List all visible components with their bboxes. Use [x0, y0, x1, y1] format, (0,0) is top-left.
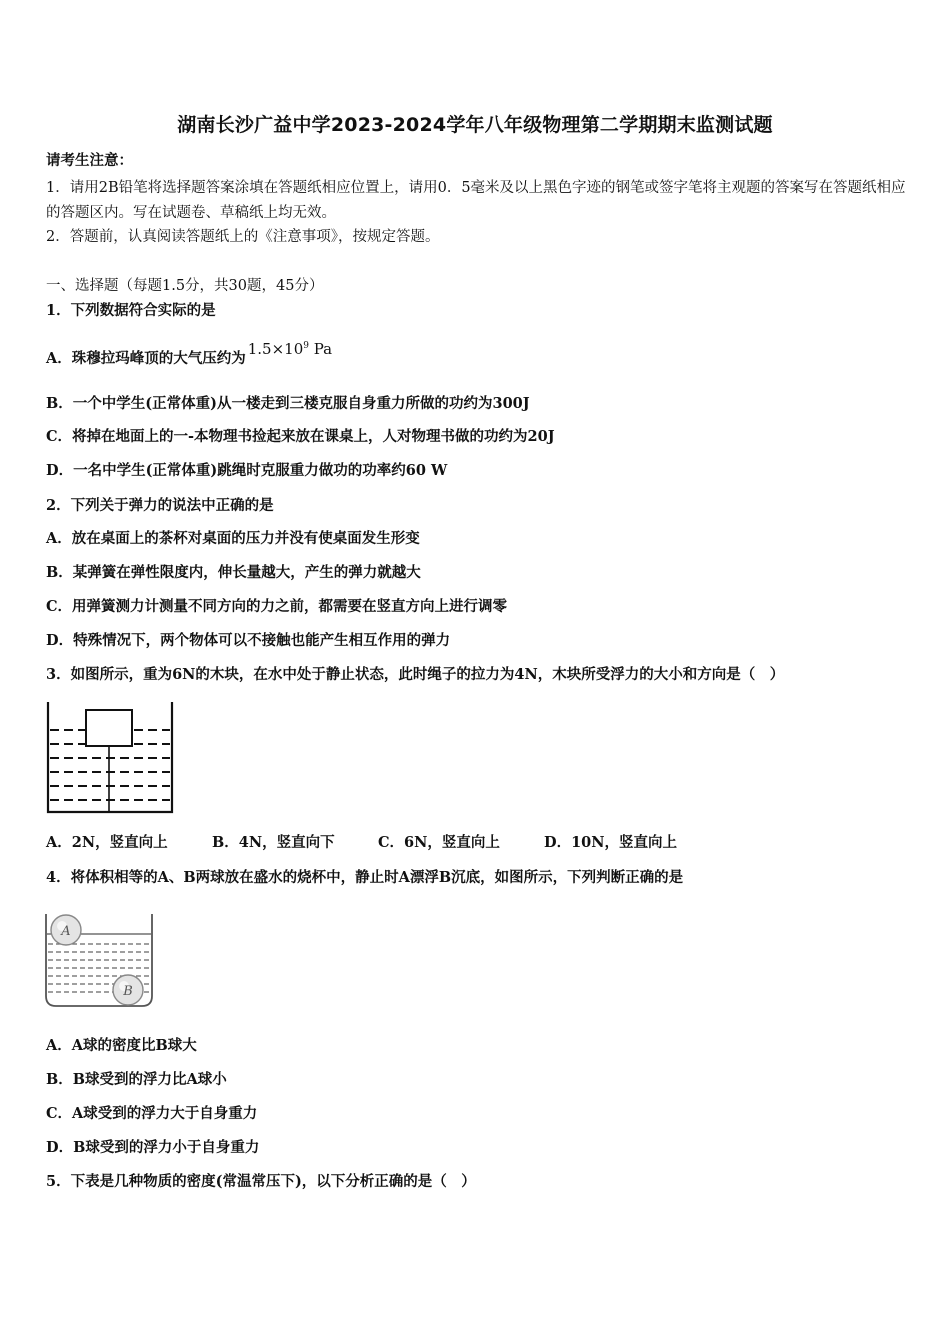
beaker-figure	[42, 910, 156, 1010]
ball-b-label: B	[123, 984, 133, 999]
question-4-stem: 4．将体积相等的A、B两球放在盛水的烧杯中，静止时A漂浮B沉底，如图所示，下列判断正确的是	[46, 869, 684, 886]
question-5-stem: 5．下表是几种物质的密度(常温常压下)，以下分析正确的是（ ）	[46, 1173, 476, 1190]
notice-item-1: 1．请用2B铅笔将选择题答案涂填在答题纸相应位置上，请用0．5毫米及以上黑色字迹的钢笔或签字笔将主观题的答案写在答题纸相应的答题区内。写在试题卷、草稿纸上均无效。	[46, 180, 906, 221]
section-heading: 一、选择题（每题1.5分，共30题，45分）	[46, 278, 324, 294]
question-3-stem: 3．如图所示，重为6N的木块，在水中处于静止状态，此时绳子的拉力为4N，木块所受浮力的大小和方向是（ ）	[46, 666, 785, 683]
question-1-option-b: B．一个中学生(正常体重)从一楼走到三楼克服自身重力所做的功约为300J	[46, 395, 530, 412]
wood-block-in-water-figure	[44, 700, 176, 816]
notice-item-2: 2．答题前，认真阅读答题纸上的《注意事项》，按规定答题。	[46, 229, 440, 245]
question-1-stem: 1．下列数据符合实际的是	[46, 302, 216, 319]
question-2-option-d: D．特殊情况下，两个物体可以不接触也能产生相互作用的弹力	[46, 632, 451, 649]
pressure-formula	[248, 340, 332, 358]
question-2-option-b: B．某弹簧在弹性限度内，伸长量越大，产生的弹力就越大	[46, 564, 421, 581]
question-2-stem: 2．下列关于弹力的说法中正确的是	[46, 497, 274, 514]
formula-unit: Pa	[309, 340, 333, 358]
formula-base: 1.5×10	[247, 340, 304, 358]
question-3-option-c: C．6N，竖直向上	[378, 834, 500, 851]
question-3-options	[46, 834, 677, 852]
option-text: A．珠穆拉玛峰顶的大气压约为	[46, 350, 246, 367]
question-4-option-b: B．B球受到的浮力比A球小	[46, 1071, 227, 1088]
question-2-option-a: A．放在桌面上的茶杯对桌面的压力并没有使桌面发生形变	[46, 530, 420, 547]
question-3-option-d: D．10N，竖直向上	[544, 834, 678, 851]
question-4-option-d: D．B球受到的浮力小于自身重力	[46, 1139, 260, 1156]
question-3-option-b: B．4N，竖直向下	[212, 834, 335, 851]
exam-title: 湖南长沙广益中学2023-2024学年八年级物理第二学期期末监测试题	[177, 114, 773, 136]
question-1-option-a	[46, 340, 333, 368]
question-3-option-a: A．2N，竖直向上	[46, 834, 168, 851]
question-2-option-c: C．用弹簧测力计测量不同方向的力之前，都需要在竖直方向上进行调零	[46, 598, 508, 615]
question-1-option-c: C．将掉在地面上的一-本物理书捡起来放在课桌上，人对物理书做的功约为20J	[46, 428, 555, 445]
question-1-option-d: D．一名中学生(正常体重)跳绳时克服重力做功的功率约60 W	[46, 462, 448, 479]
formula-exponent: 9	[303, 341, 309, 351]
notice-heading: 请考生注意：	[46, 152, 133, 169]
question-4-option-a: A．A球的密度比B球大	[46, 1037, 197, 1054]
question-4-option-c: C．A球受到的浮力大于自身重力	[46, 1105, 258, 1122]
ball-a-label: A	[61, 924, 71, 939]
